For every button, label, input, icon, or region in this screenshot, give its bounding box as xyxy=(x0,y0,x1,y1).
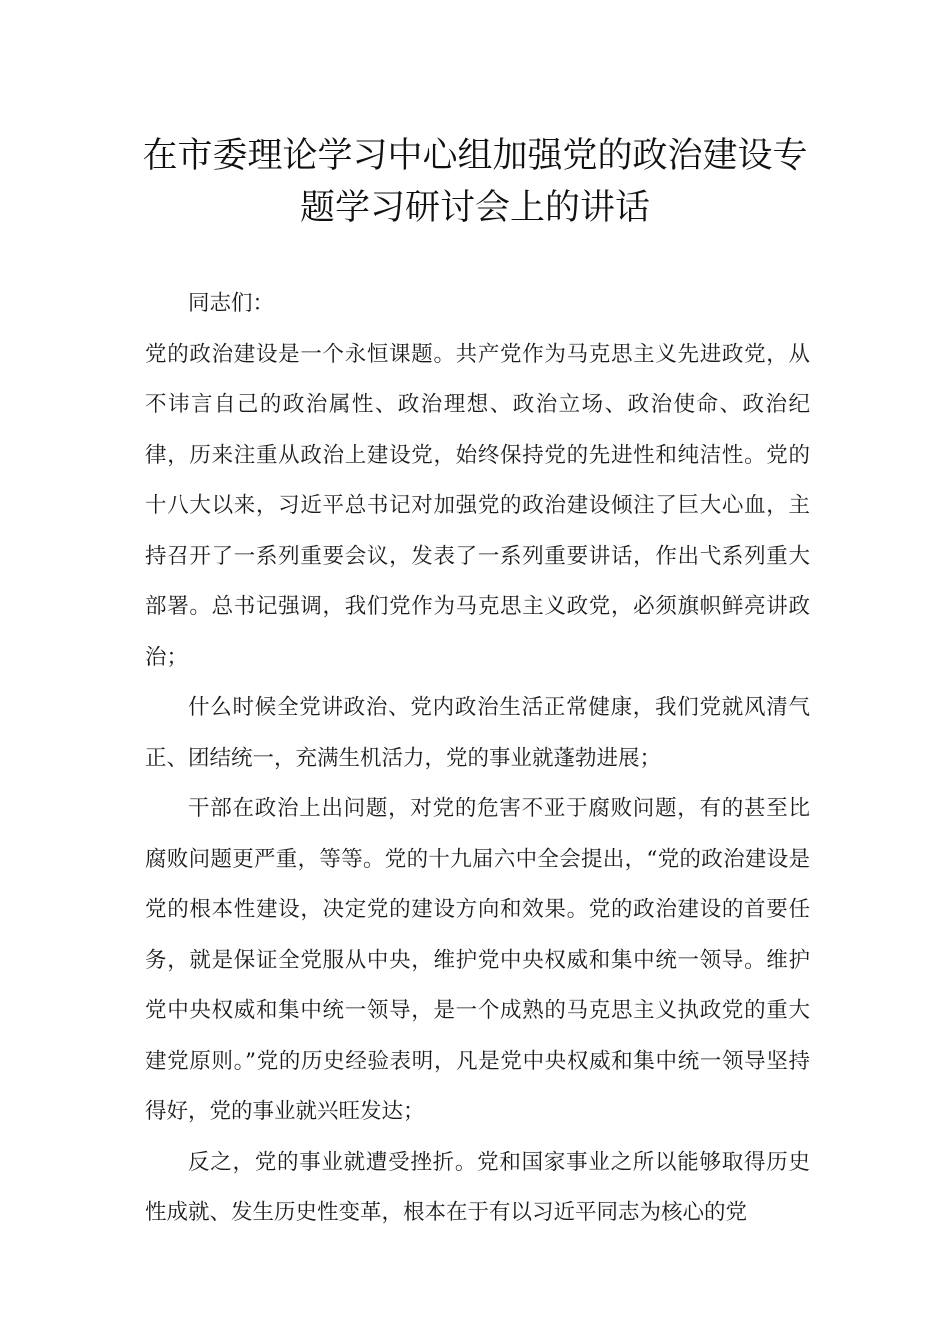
document-title: 在市委理论学习中心组加强党的政治建设专题学习研讨会上的讲话 xyxy=(142,136,808,228)
paragraph-2: 什么时候全党讲政治、党内政治生活正常健康，我们党就风清气正、团结统一，充满生机活力，党的事业就蓬勃进展； xyxy=(145,695,810,771)
document-body xyxy=(145,279,810,1239)
paragraph-4: 反之，党的事业就遭受挫折。党和国家事业之所以能够取得历史性成就、发生历史性变革，根本在于有以习近平同志为核心的党 xyxy=(145,1149,810,1225)
paragraph-3: 干部在政治上出问题，对党的危害不亚于腐败问题，有的甚至比腐败问题更严重，等等。党的十九届六中全会提出，“党的政治建设是党的根本性建设，决定党的建设方向和效果。党的政治建设的首要任务，就是保证全党服从中央，维护党中央权威和集中统一领导。维护党中央权威和集中统一领导，是一个成熟的马克思主义执政党的重大建党原则。”党的历史经验表明，凡是党中央权威和集中统一领导坚持得好，党的事业就兴旺发达； xyxy=(145,796,810,1124)
paragraph-1: 党的政治建设是一个永恒课题。共产党作为马克思主义先进政党，从不讳言自己的政治属性、政治理想、政治立场、政治使命、政治纪律，历来注重从政治上建设党，始终保持党的先进性和纯洁性。党的十八大以来，习近平总书记对加强党的政治建设倾注了巨大心血，主持召开了一系列重要会议，发表了一系列重要讲话，作出弋系列重大部署。总书记强调，我们党作为马克思主义政党，必须旗帜鲜亮讲政治； xyxy=(145,341,810,670)
salutation: 同志们： xyxy=(188,291,275,316)
